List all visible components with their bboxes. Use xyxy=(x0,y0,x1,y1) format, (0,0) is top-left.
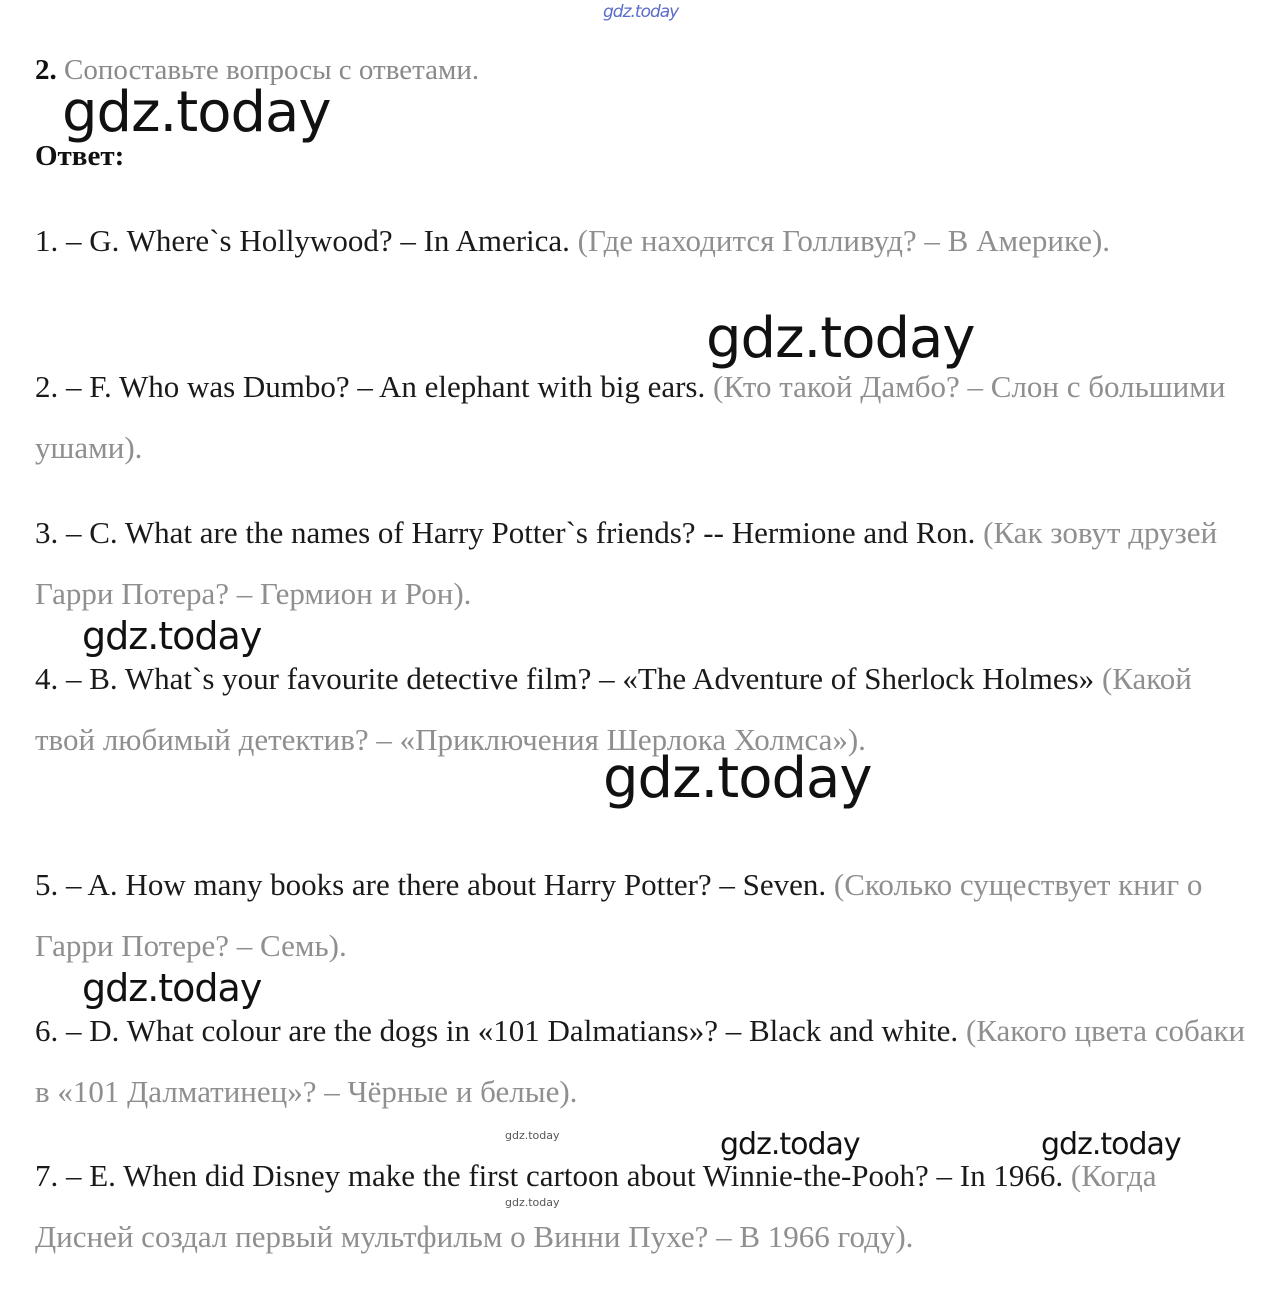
watermark: gdz.today xyxy=(62,80,331,145)
answer-en: 7. – E. When did Disney make the first cartoon about Winnie-the-Pooh? – In 1966. xyxy=(35,1158,1064,1193)
answer-ru: (Какой твой любимый детектив? – «Приключения Шерлока Холмса»). xyxy=(35,661,1192,757)
watermark: gdz.today xyxy=(505,1129,560,1142)
answer-item-3 xyxy=(35,502,1255,624)
answer-ru: (Какого цвета собаки в «101 Далматинец»? – Чёрные и белые). xyxy=(35,1013,1246,1109)
answer-item-6 xyxy=(35,1000,1255,1122)
watermark: gdz.today xyxy=(720,1127,860,1162)
answer-ru: (Кто такой Дамбо? – Слон с большими ушами). xyxy=(35,369,1226,465)
watermark: gdz.today xyxy=(706,306,975,371)
watermark: gdz.today xyxy=(82,614,262,658)
answer-item-7 xyxy=(35,1145,1255,1267)
answer-label: Ответ: xyxy=(35,140,125,172)
answer-ru: (Где находится Голливуд? – В Америке). xyxy=(577,223,1111,258)
answer-ru: (Когда Дисней создал первый мультфильм о Винни Пухе? – В 1966 году). xyxy=(35,1158,1157,1254)
answer-en: 2. – F. Who was Dumbo? – An elephant with big ears. xyxy=(35,369,706,404)
task-number: 2. xyxy=(35,54,57,86)
answer-en: 3. – C. What are the names of Harry Potter`s friends? -- Hermione and Ron. xyxy=(35,515,976,550)
watermark: gdz.today xyxy=(603,746,872,811)
answer-ru: (Сколько существует книг о Гарри Потере? – Семь). xyxy=(35,867,1203,963)
answer-en: 4. – B. What`s your favourite detective film? – «The Adventure of Sherlock Holmes» xyxy=(35,661,1095,696)
answer-en: 6. – D. What colour are the dogs in «101 Dalmatians»? – Black and white. xyxy=(35,1013,959,1048)
answer-ru: (Как зовут друзей Гарри Потера? – Гермион и Рон). xyxy=(35,515,1218,611)
watermark: gdz.today xyxy=(1041,1127,1181,1162)
watermark: gdz.today xyxy=(82,966,262,1010)
watermark: gdz.today xyxy=(505,1196,560,1209)
answer-item-2 xyxy=(35,356,1255,478)
answer-item-5 xyxy=(35,854,1255,976)
watermark-top: gdz.today xyxy=(603,2,679,22)
answer-en: 1. – G. Where`s Hollywood? – In America. xyxy=(35,223,570,258)
answer-item-1 xyxy=(35,210,1255,271)
answer-en: 5. – A. How many books are there about Harry Potter? – Seven. xyxy=(35,867,827,902)
task-text: Сопоставьте вопросы с ответами. xyxy=(64,54,480,86)
